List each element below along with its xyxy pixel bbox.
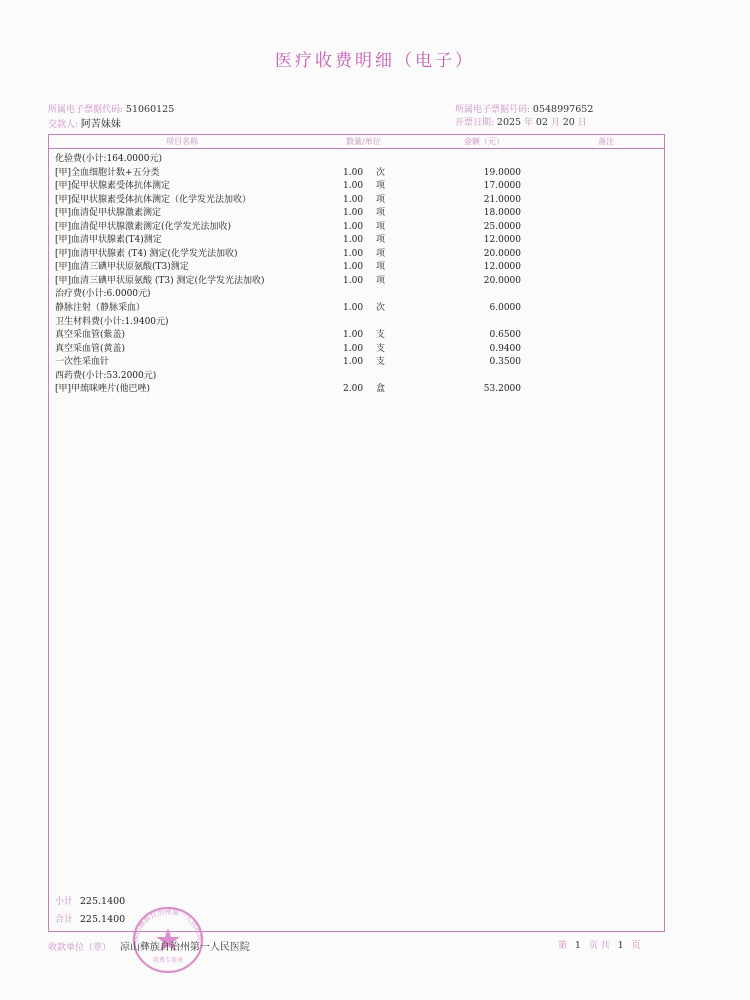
item-unit: 次 xyxy=(376,303,386,314)
table-header xyxy=(48,134,665,149)
item-unit: 支 xyxy=(376,357,386,368)
column-header-amount: 金额（元） xyxy=(464,137,504,146)
item-unit: 支 xyxy=(376,343,386,354)
item-quantity: 1.00 xyxy=(343,275,364,286)
item-name: [甲]血清甲状腺素(T4)测定 xyxy=(55,235,162,246)
invoice-number-field xyxy=(455,102,593,115)
item-quantity: 1.00 xyxy=(343,303,364,314)
subtotal-field xyxy=(55,894,125,907)
table-row xyxy=(55,275,655,289)
item-amount: 0.9400 xyxy=(489,343,521,354)
page-indicator xyxy=(558,938,641,951)
item-unit: 项 xyxy=(376,262,386,273)
item-amount: 12.0000 xyxy=(483,235,521,246)
column-header-remark: 备注 xyxy=(598,137,614,146)
item-amount: 25.0000 xyxy=(483,221,521,232)
item-name: 一次性采血针 xyxy=(55,357,110,368)
page-label-mid: 页 共 xyxy=(588,941,610,951)
page-label-prefix: 第 xyxy=(558,941,568,951)
total-field xyxy=(55,912,125,925)
item-name: 静脉注射（静脉采血） xyxy=(55,303,146,314)
table-row xyxy=(55,316,655,330)
item-quantity: 1.00 xyxy=(343,330,364,341)
subtotal-label: 小计 xyxy=(55,897,74,907)
table-row xyxy=(55,167,655,181)
issue-date-month: 02 xyxy=(535,117,548,128)
payer-label: 交款人: xyxy=(48,120,79,130)
item-amount: 21.0000 xyxy=(483,194,521,205)
issue-date-label: 开票日期: xyxy=(455,118,495,128)
issue-date-day-unit: 日 xyxy=(577,118,587,128)
item-quantity: 1.00 xyxy=(343,181,364,192)
item-unit: 项 xyxy=(376,194,386,205)
payee-value: 凉山彝族自治州第一人民医院 xyxy=(119,942,250,953)
payee-label: 收款单位（章） xyxy=(48,943,112,953)
item-unit: 盒 xyxy=(376,384,386,395)
item-name: [甲]甲巯咪唑片(他巴唑) xyxy=(55,384,151,395)
total-value: 225.1400 xyxy=(79,914,126,925)
item-amount: 53.2000 xyxy=(483,384,521,395)
payee-field xyxy=(48,938,250,953)
table-row xyxy=(55,180,655,194)
total-label: 合计 xyxy=(55,915,74,925)
issue-date-year-unit: 年 xyxy=(523,118,533,128)
item-amount: 20.0000 xyxy=(483,275,521,286)
item-name: [甲]全血细胞计数+五分类 xyxy=(55,167,160,178)
item-name: [甲]血清甲状腺素 (T4) 测定(化学发光法加收) xyxy=(55,248,238,259)
invoice-code-label: 所属电子票据代码: xyxy=(48,105,124,115)
item-name: [甲]血清促甲状腺激素测定 xyxy=(55,208,162,219)
item-unit: 项 xyxy=(376,221,386,232)
item-amount: 0.6500 xyxy=(489,330,521,341)
payer-field xyxy=(48,115,121,130)
item-unit: 项 xyxy=(376,235,386,246)
item-quantity: 1.00 xyxy=(343,221,364,232)
item-amount: 0.3500 xyxy=(489,357,521,368)
payer-value: 阿苦妹妹 xyxy=(80,119,121,130)
invoice-number-value: 0548997652 xyxy=(532,104,594,115)
item-quantity: 1.00 xyxy=(343,235,364,246)
item-unit: 次 xyxy=(376,167,386,178)
page-total: 1 xyxy=(617,940,624,951)
item-name: 化验费(小计:164.0000元) xyxy=(55,154,162,164)
item-quantity: 1.00 xyxy=(343,194,364,205)
invoice-code-value: 51060125 xyxy=(125,104,175,115)
table-row xyxy=(55,383,655,397)
item-name: [甲]血清三碘甲状原氨酸 (T3) 测定(化学发光法加收) xyxy=(55,275,265,286)
item-name: [甲]血清促甲状腺激素测定(化学发光法加收) xyxy=(55,221,232,232)
invoice-number-label: 所属电子票据号码: xyxy=(455,105,531,115)
item-unit: 项 xyxy=(376,208,386,219)
item-unit: 项 xyxy=(376,181,386,192)
table-row xyxy=(55,221,655,235)
table-row xyxy=(55,329,655,343)
table-row xyxy=(55,261,655,275)
item-amount: 18.0000 xyxy=(483,208,521,219)
item-quantity: 1.00 xyxy=(343,343,364,354)
item-quantity: 1.00 xyxy=(343,208,364,219)
table-row xyxy=(55,194,655,208)
item-amount: 20.0000 xyxy=(483,248,521,259)
item-unit: 项 xyxy=(376,275,386,286)
page-label-suffix: 页 xyxy=(631,941,641,951)
table-row xyxy=(55,356,655,370)
issue-date-month-unit: 月 xyxy=(550,118,560,128)
item-amount: 6.0000 xyxy=(489,303,521,314)
table-row xyxy=(55,288,655,302)
seal-subtext: 收费专用章 xyxy=(152,957,184,964)
item-amount: 17.0000 xyxy=(483,181,521,192)
table-row xyxy=(55,207,655,221)
item-quantity: 1.00 xyxy=(343,357,364,368)
invoice-code-field xyxy=(48,102,174,115)
item-name: 治疗费(小计:6.0000元) xyxy=(55,289,151,300)
item-name: [甲]血清三碘甲状原氨酸(T3)测定 xyxy=(55,262,189,273)
page-current: 1 xyxy=(574,940,581,951)
column-header-qty-unit: 数量/单位 xyxy=(346,137,381,146)
item-quantity: 1.00 xyxy=(343,248,364,259)
item-name: 西药费(小计:53.2000元) xyxy=(55,370,157,381)
item-name: 卫生材料费(小计:1.9400元) xyxy=(55,316,169,327)
table-row xyxy=(55,343,655,357)
table-row xyxy=(55,370,655,384)
item-unit: 支 xyxy=(376,330,386,341)
seal-text-path: 凉山彝族自治州第一人民医院 xyxy=(131,908,205,943)
item-quantity: 2.00 xyxy=(343,384,364,395)
item-unit: 项 xyxy=(376,248,386,259)
item-quantity: 1.00 xyxy=(343,167,364,178)
table-row xyxy=(55,302,655,316)
table-row xyxy=(55,234,655,248)
item-quantity: 1.00 xyxy=(343,262,364,273)
column-header-name: 项目名称 xyxy=(166,137,198,146)
subtotal-value: 225.1400 xyxy=(79,896,126,907)
item-amount: 19.0000 xyxy=(483,167,521,178)
issue-date-field xyxy=(455,115,587,128)
issue-date-day: 20 xyxy=(562,117,575,128)
table-body xyxy=(55,153,655,397)
item-name: 真空采血管(紫盖) xyxy=(55,330,126,341)
table-row xyxy=(55,153,655,167)
item-name: [甲]促甲状腺素受体抗体测定 xyxy=(55,181,171,192)
item-name: [甲]促甲状腺素受体抗体测定（化学发光法加收） xyxy=(55,194,252,205)
item-name: 真空采血管(黄盖) xyxy=(55,343,126,354)
table-row xyxy=(55,248,655,262)
item-amount: 12.0000 xyxy=(483,262,521,273)
issue-date-year: 2025 xyxy=(496,117,522,128)
page-title: 医疗收费明细（电子） xyxy=(275,51,475,71)
